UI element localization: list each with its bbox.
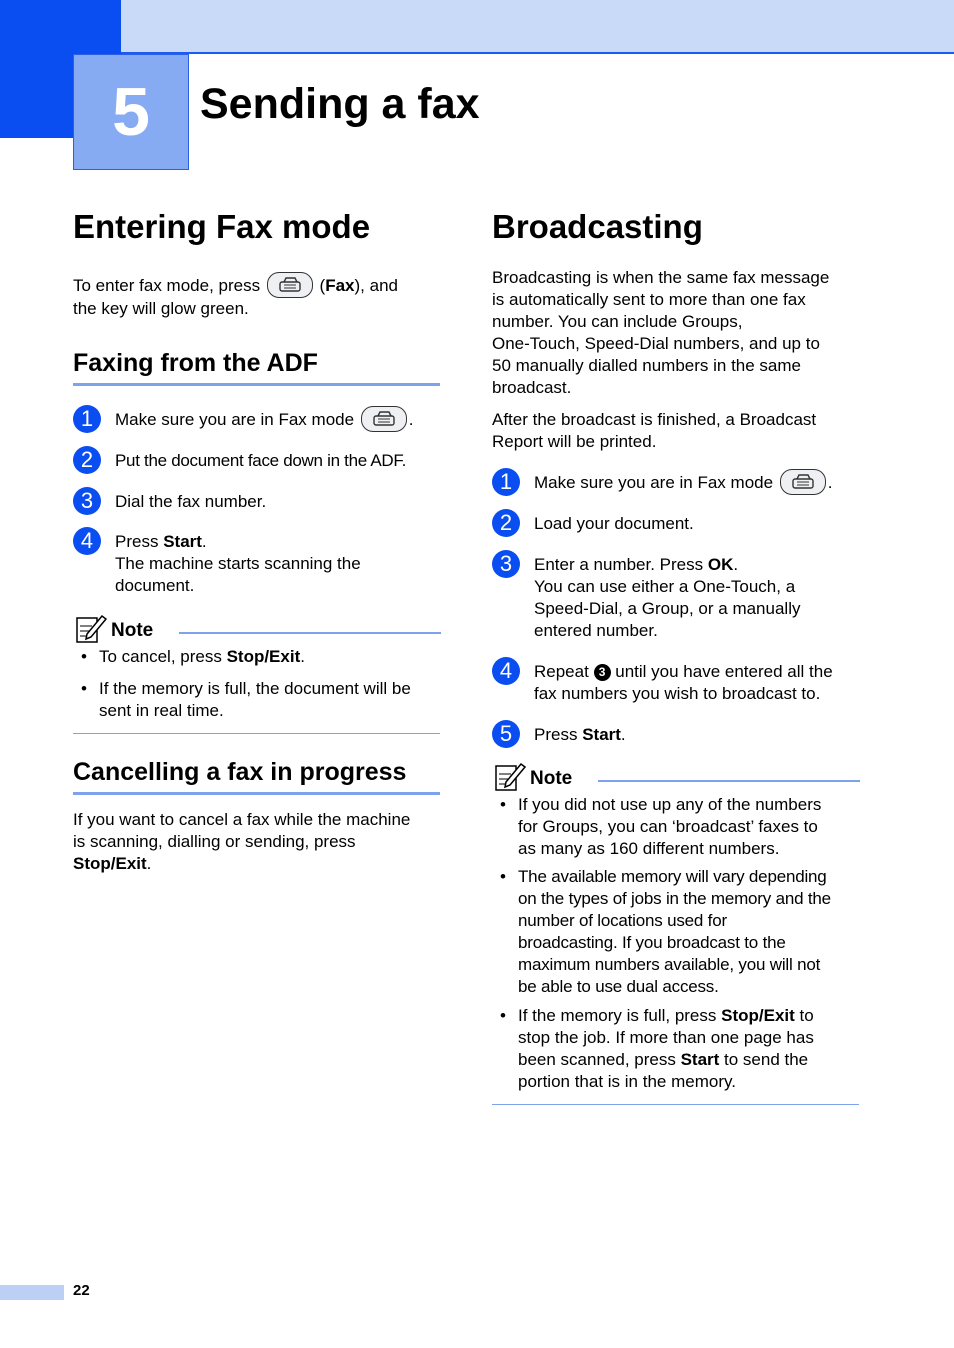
step-number-badge: 1 bbox=[492, 468, 520, 496]
heading-rule bbox=[73, 792, 440, 795]
fax-key-icon bbox=[267, 272, 313, 298]
heading-rule bbox=[73, 383, 440, 386]
note-pencil-icon bbox=[494, 760, 526, 792]
section-heading-entering-fax-mode: Entering Fax mode bbox=[73, 208, 371, 245]
step-number-badge: 3 bbox=[73, 487, 101, 515]
chapter-number: 5 bbox=[112, 74, 150, 150]
cancel-paragraph: If you want to cancel a fax while the machine is scanning, dialling or sending, press Stop/Exit. bbox=[73, 810, 411, 873]
page-number: 22 bbox=[73, 1282, 90, 1299]
note-label: Note bbox=[111, 620, 154, 641]
step-number-badge: 1 bbox=[73, 405, 101, 433]
footer-bar bbox=[0, 1285, 64, 1300]
note-header bbox=[494, 760, 861, 792]
broadcast-paragraph-2: After the broadcast is finished, a Broadcast Report will be printed. bbox=[492, 410, 817, 451]
broadcast-paragraph-1: Broadcasting is when the same fax message is automatically sent to more than one fax number. You can include Groups, One-Touch, Speed-Dial numbers, and up to 50 manually dialled numbers in the same broadcast. bbox=[492, 268, 830, 397]
note-rule bbox=[179, 632, 441, 634]
note-pencil-icon bbox=[75, 612, 107, 644]
step-number-badge: 4 bbox=[492, 657, 520, 685]
step-number-badge: 3 bbox=[492, 550, 520, 578]
note-rule bbox=[598, 780, 860, 782]
note-end-rule bbox=[492, 1104, 859, 1105]
fax-key-icon bbox=[361, 406, 407, 432]
note-label: Note bbox=[530, 768, 573, 789]
step-number-badge: 2 bbox=[73, 446, 101, 474]
note-end-rule bbox=[73, 733, 440, 734]
fax-key-icon bbox=[780, 469, 826, 495]
subheading-cancelling-fax: Cancelling a fax in progress bbox=[73, 758, 407, 786]
intro-paragraph: To enter fax mode, press (Fax), and the key will glow green. bbox=[73, 275, 440, 320]
step-number-badge: 4 bbox=[73, 527, 101, 555]
chapter-title: Sending a fax bbox=[200, 80, 480, 128]
subheading-faxing-from-adf: Faxing from the ADF bbox=[73, 349, 318, 377]
step-reference-3: 3 bbox=[594, 664, 611, 681]
step-number-badge: 2 bbox=[492, 509, 520, 537]
section-heading-broadcasting: Broadcasting bbox=[492, 208, 703, 245]
header-band bbox=[121, 0, 954, 54]
step-number-badge: 5 bbox=[492, 720, 520, 748]
chapter-number-box bbox=[73, 54, 189, 170]
note-header bbox=[75, 612, 442, 644]
